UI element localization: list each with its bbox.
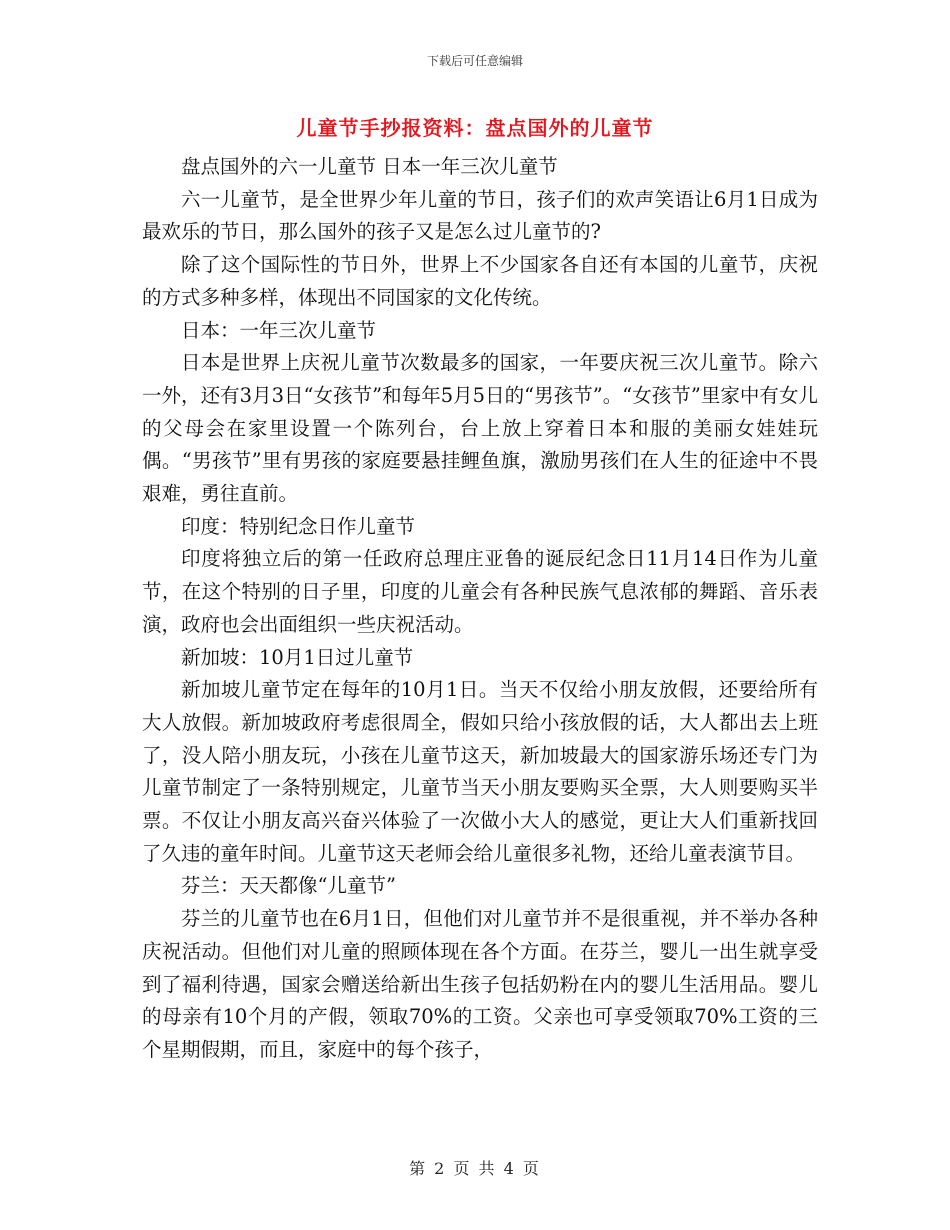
paragraph: 除了这个国际性的节日外，世界上不少国家各自还有本国的儿童节，庆祝的方式多种多样，体现出不同国家的文化传统。 [142,253,818,309]
paragraph: 新加坡儿童节定在每年的10月1日。当天不仅给小朋友放假，还要给所有大人放假。新加坡政府考虑很周全，假如只给小孩放假的话，大人都出去上班了，没人陪小朋友玩，小孩在儿童节这天，新加坡最大的国家游乐场还专门为儿童节制定了一条特别规定，儿童节当天小朋友要购买全票，大人则要购买半票。不仅让小朋友高兴奋兴体验了一次做小大人的感觉，更让大人们重新找回了久违的童年时间。儿童节这天老师会给儿童很多礼物，还给儿童表演节目。 [142,678,818,865]
document-body [142,151,818,1067]
section-heading-finland: 芬兰：天天都像“儿童节” [181,874,396,898]
paragraph: 日本是世界上庆祝儿童节次数最多的国家，一年要庆祝三次儿童节。除六一外，还有3月3日“女孩节”和每年5月5日的“男孩节”。“女孩节”里家中有女儿的父母会在家里设置一个陈列台，台上放上穿着日本和服的美丽女娃娃玩偶。“男孩节”里有男孩的家庭要悬挂鲤鱼旗，激励男孩们在人生的征途中不畏艰难，勇往直前。 [142,351,818,506]
document-title: 儿童节手抄报资料：盘点国外的儿童节 [296,116,654,140]
paragraph: 六一儿童节，是全世界少年儿童的节日，孩子们的欢声笑语让6月1日成为最欢乐的节日，那么国外的孩子又是怎么过儿童节的? [142,187,818,244]
section-heading-japan: 日本：一年三次儿童节 [181,318,377,342]
section-heading-singapore: 新加坡：10月1日过儿童节 [181,645,414,669]
section-heading-india: 印度：特别纪念日作儿童节 [181,514,416,538]
paragraph: 芬兰的儿童节也在6月1日，但他们对儿童节并不是很重视，并不举办各种庆祝活动。但他们对儿童的照顾体现在各个方面。在芬兰，婴儿一出生就享受到了福利待遇，国家会赠送给新出生孩子包括奶粉在内的婴儿生活用品。婴儿的母亲有10个月的产假，领取70%的工资。父亲也可享受领取70%工资的三个星期假期，而且，家庭中的每个孩子， [142,907,818,1061]
paragraph-intro-heading: 盘点国外的六一儿童节 日本一年三次儿童节 [181,155,558,178]
paragraph: 印度将独立后的第一任政府总理庄亚鲁的诞辰纪念日11月14日作为儿童节，在这个特别的日子里，印度的儿童会有各种民族气息浓郁的舞蹈、音乐表演，政府也会出面组织一些庆祝活动。 [142,547,818,636]
header-note: 下载后可任意编辑 [426,54,523,68]
page-number: 第 2 页 共 4 页 [409,1159,541,1178]
